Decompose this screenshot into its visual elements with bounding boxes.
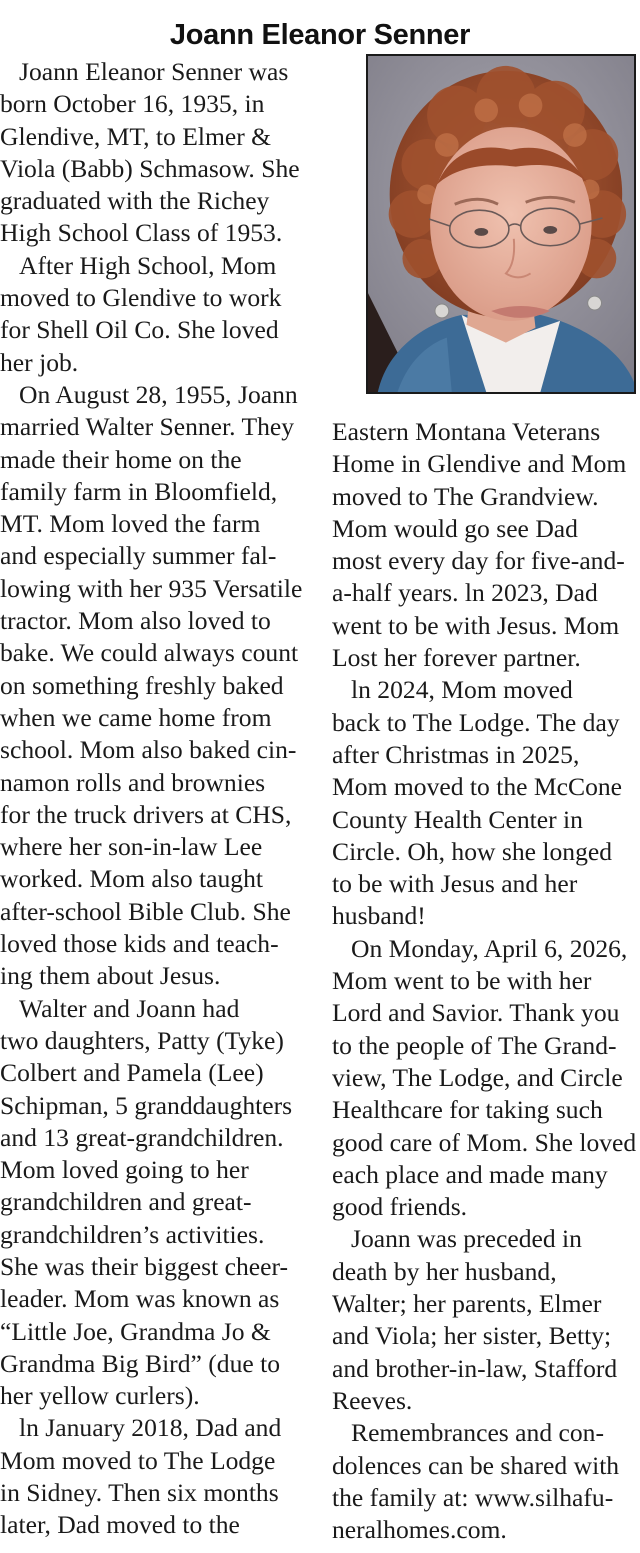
text-line: namon rolls and brownies	[0, 767, 266, 797]
text-line: She was their biggest cheer-	[0, 1251, 289, 1281]
text-line: Colbert and Pamela (Lee)	[0, 1058, 264, 1088]
text-line: Mom went to be with her	[332, 966, 592, 996]
text-line: ing them about Jesus.	[0, 961, 221, 991]
text-line: dolences can be shared with	[332, 1450, 620, 1480]
text-line: MT. Mom loved the farm	[0, 509, 261, 539]
text-line: made their home on the	[0, 444, 242, 474]
text-line: went to be with Jesus. Mom	[332, 610, 620, 640]
text-line: bake. We could always count	[0, 638, 299, 668]
text-line: good care of Mom. She loved	[332, 1127, 637, 1157]
text-line: Mom would go see Dad	[332, 513, 578, 543]
text-line: family farm in Bloomfield,	[0, 476, 278, 506]
text-line: born October 16, 1935, in	[0, 89, 265, 119]
text-line: On Monday, April 6, 2026,	[351, 933, 628, 963]
text-line: Viola (Babb) Schmasow. She	[0, 153, 300, 183]
text-line: and brother-in-law, Stafford	[332, 1353, 618, 1383]
text-line: and especially summer fal-	[0, 541, 277, 571]
text-line: good friends.	[332, 1192, 468, 1222]
text-line: most every day for five-and-	[332, 546, 625, 576]
text-line: worked. Mom also taught	[0, 864, 264, 894]
text-line: Lord and Savior. Thank you	[332, 998, 620, 1028]
text-line: moved to The Grandview.	[332, 481, 599, 511]
text-line: County Health Center in	[332, 804, 583, 834]
text-line: after-school Bible Club. She	[0, 896, 291, 926]
text-line: a-half years. ln 2023, Dad	[332, 578, 598, 608]
text-line: On August 28, 1955, Joann	[19, 379, 298, 409]
text-line: Mom moved to the McCone	[332, 772, 623, 802]
text-line: leader. Mom was known as	[0, 1284, 280, 1314]
text-line: Grandma Big Bird” (due to	[0, 1348, 281, 1378]
text-line: Joann was preceded in	[351, 1224, 582, 1254]
text-line: her job.	[0, 347, 79, 377]
text-line: Home in Glendive and Mom	[332, 449, 627, 479]
text-line: Healthcare for taking such	[332, 1095, 603, 1125]
text-line: After High School, Mom	[19, 250, 277, 280]
text-line: married Walter Senner. They	[0, 412, 295, 442]
text-line: loved those kids and teach-	[0, 929, 279, 959]
text-line: each place and made many	[332, 1159, 608, 1189]
text-line: moved to Glendive to work	[0, 283, 282, 313]
text-line: and Viola; her sister, Betty;	[332, 1321, 612, 1351]
text-line: husband!	[332, 901, 426, 931]
text-line: Walter and Joann had	[19, 993, 240, 1023]
text-line: Mom loved going to her	[0, 1155, 249, 1185]
text-line: Mom moved to The Lodge	[0, 1445, 276, 1475]
text-line: tractor. Mom also loved to	[0, 606, 271, 636]
text-line: neralhomes.com.	[332, 1515, 507, 1545]
text-line: death by her husband,	[332, 1256, 557, 1286]
text-line: where her son-in-law Lee	[0, 832, 263, 862]
text-line: on something freshly baked	[0, 670, 284, 700]
text-line: ln 2024, Mom moved	[351, 675, 573, 705]
text-line: Schipman, 5 granddaughters	[0, 1090, 293, 1120]
text-line: High School Class of 1953.	[0, 218, 283, 248]
text-line: two daughters, Patty (Tyke)	[0, 1025, 284, 1055]
text-line: back to The Lodge. The day	[332, 707, 620, 737]
text-line: Eastern Montana Veterans	[332, 417, 601, 446]
text-line: graduated with the Richey	[0, 186, 270, 216]
portrait-image	[368, 56, 634, 392]
text-line: Joann Eleanor Senner was	[19, 57, 289, 86]
text-line: to the people of The Grand-	[332, 1030, 617, 1060]
text-line: Glendive, MT, to Elmer &	[0, 121, 272, 151]
text-line: Remembrances and con-	[351, 1418, 604, 1448]
text-line: and 13 great-grandchildren.	[0, 1122, 284, 1152]
text-line: ln January 2018, Dad and	[19, 1413, 282, 1443]
text-line: after Christmas in 2025,	[332, 739, 580, 769]
text-line: to be with Jesus and her	[332, 869, 578, 899]
text-line: Reeves.	[332, 1385, 413, 1415]
obituary-column-left	[0, 56, 312, 1542]
text-line: her yellow curlers).	[0, 1381, 200, 1411]
portrait-photo	[366, 54, 636, 394]
text-line: for the truck drivers at CHS,	[0, 799, 292, 829]
text-line: school. Mom also baked cin-	[0, 735, 297, 765]
text-line: when we came home from	[0, 702, 272, 732]
text-line: the family at: www.silhafu-	[332, 1482, 614, 1512]
text-line: later, Dad moved to the	[0, 1510, 240, 1540]
text-line: Lost her forever partner.	[332, 643, 581, 673]
text-line: grandchildren and great-	[0, 1187, 252, 1217]
obituary-title: Joann Eleanor Senner	[169, 19, 471, 52]
text-line: for Shell Oil Co. She loved	[0, 315, 279, 345]
obituary-column-right	[332, 416, 640, 1546]
text-line: Circle. Oh, how she longed	[332, 836, 613, 866]
text-line: view, The Lodge, and Circle	[332, 1062, 623, 1092]
text-line: “Little Joe, Grandma Jo &	[0, 1316, 271, 1346]
text-line: Walter; her parents, Elmer	[332, 1289, 602, 1319]
text-line: lowing with her 935 Versatile	[0, 573, 303, 603]
text-line: grandchildren’s activities.	[0, 1219, 265, 1249]
text-line: in Sidney. Then six months	[0, 1478, 279, 1508]
